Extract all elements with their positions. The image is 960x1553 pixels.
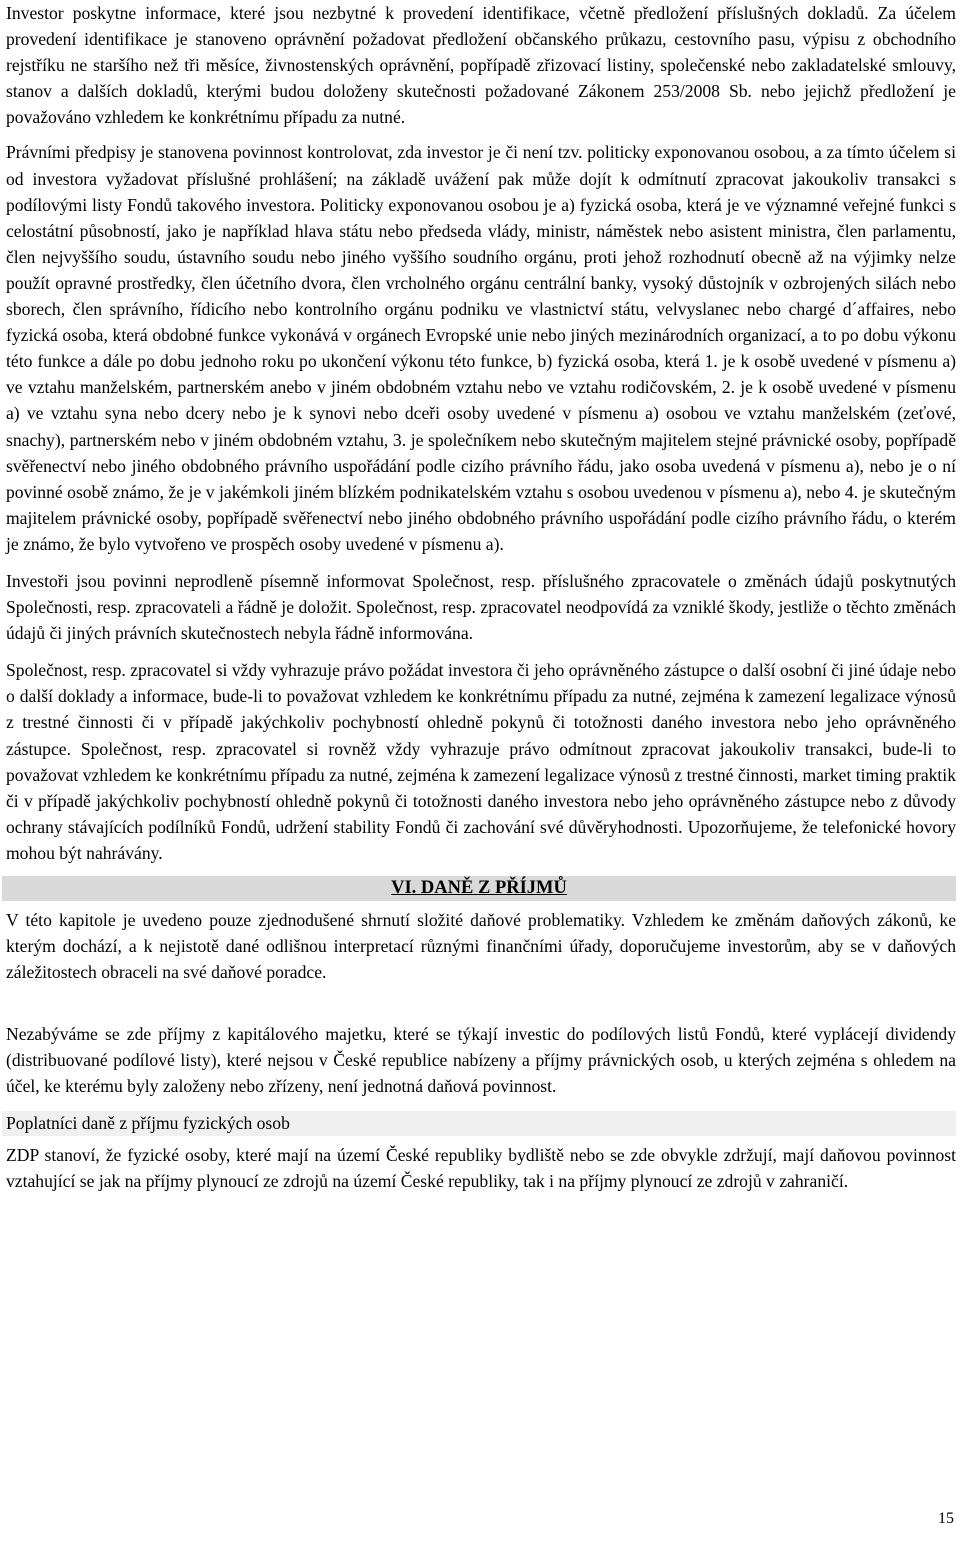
paragraph-investor-obligations: Investoři jsou povinni neprodleně písemně informovat Společnost, resp. příslušného zpracovatele o změnách údajů poskytnutých Společnosti, resp. zpracovateli a řádně je doložit. Společnost, resp. zpracovatel neodpovídá za vzniklé škody, jestliže o těchto změnách údajů či jiných právních skutečnostech nebyla řádně informována. [6,570,956,644]
paragraph-politically-exposed: Právními předpisy je stanovena povinnost kontrolovat, zda investor je či není tzv. politicky exponovanou osobou, a za tímto účelem si od investora vyžadovat příslušné prohlášení; na základě uvážení pak může dojít k odmítnutí zpracovat jakoukoliv transakci s podílovými listy Fondů takového investora. Politicky exponovanou osobou je a) fyzická osoba, která je ve významné veřejné funkci s celostátní působností, jako je například hlava státu nebo předseda vlády, ministr, náměstek nebo asistent ministra, člen parlamentu, člen nejvyššího soudu, ústavního soudu nebo jiného vyššího soudního orgánu, proti jehož rozhodnutí obecně až na výjimky nelze použít opravné prostředky, člen účetního dvora, člen vrcholného orgánu centrální banky, vysoký důstojník v ozbrojených silách nebo sborech, člen správního, řídicího nebo kontrolního orgánu podniku ve vlastnictví státu, velvyslanec nebo chargé d´affaires, nebo fyzická osoba, která obdobné funkce vykonává v orgánech Evropské unie nebo jiných mezinárodních organizací, a to po dobu výkonu této funkce a dále po dobu jednoho roku po ukončení výkonu této funkce, b) fyzická osoba, která 1. je k osobě uvedené v písmenu a) ve vztahu manželském, partnerském anebo v jiném obdobném vztahu nebo ve vztahu rodičovském, 2. je k osobě uvedené v písmenu a) ve vztahu syna nebo dcery nebo je k synovi nebo dceři osoby uvedené v písmenu a) osobou ve vztahu manželském (zeťové, snachy), partnerském nebo v jiném obdobném vztahu, 3. je společníkem nebo skutečným majitelem stejné právnické osoby, popřípadě svěřenectví nebo jiného obdobného právního uspořádání podle cizího právního řádu, jako osoba uvedená v písmenu a), nebo je o ní povinné osobě známo, že je v jakémkoli jiném blízkém podnikatelském vztahu s osobou uvedenou v písmenu a), nebo 4. je skutečným majitelem právnické osoby, popřípadě svěřenectví nebo jiného obdobného právního uspořádání podle cizího právního řádu, o kterém je známo, že bylo vytvořeno ve prospěch osoby uvedené v písmenu a). [6,142,956,554]
page-number: 15 [938,1510,954,1527]
section-heading-bar [2,876,956,901]
document-page [6,0,956,1194]
section-title: VI. DANĚ Z PŘÍJMŮ [391,878,567,898]
paragraph-company-rights: Společnost, resp. zpracovatel si vždy vyhrazuje právo požádat investora či jeho oprávněného zástupce o další osobní či jiné údaje nebo o další doklady a informace, bude-li to považovat vzhledem ke konkrétnímu případu za nutné, zejména k zamezení legalizace výnosů z trestné činnosti či v případě jakýchkoliv pochybností ohledně pokynů či totožnosti daného investora nebo jeho oprávněného zástupce. Společnost, resp. zpracovatel si rovněž vždy vyhrazuje právo odmítnout zpracovat jakoukoliv transakci, bude-li to považovat vzhledem ke konkrétnímu případu za nutné, zejména k zamezení legalizace výnosů z trestné činnosti, market timing praktik či v případě jakýchkoliv pochybností ohledně pokynů či totožnosti daného investora nebo jeho oprávněného zástupce nebo z důvody ochrany stávajících podílníků Fondů, udržení stability Fondů či zachování své důvěryhodnosti. Upozorňujeme, že telefonické hovory mohou být nahrávány. [6,660,956,863]
subheading-bar [2,1111,956,1136]
paragraph-tax-scope: Nezabýváme se zde příjmy z kapitálového majetku, které se týkají investic do podílových listů Fondů, které vyplácejí dividendy (distribuované podílové listy), které nejsou v České republice nabízeny a příjmy právnických osob, u kterých zejména s ohledem na účel, ke kterému byly založeny nebo zřízeny, není jednotná daňová povinnost. [6,1024,956,1097]
paragraph-tax-intro: V této kapitole je uvedeno pouze zjednodušené shrnutí složité daňové problematiky. Vzhledem ke změnám daňových zákonů, ke kterým dochází, a k nejistotě dané odlišnou interpretací různými finančními úřady, doporučujeme investorům, aby se v daňových záležitostech obraceli na své daňové poradce. [6,910,956,983]
subheading: Poplatníci daně z příjmu fyzických osob [6,1112,290,1133]
paragraph-zdp: ZDP stanoví, že fyzické osoby, které mají na území České republiky bydliště nebo se zde obvykle zdržují, mají daňovou povinnost vztahující se jak na příjmy plynoucí ze zdrojů na území České republiky, tak i na příjmy plynoucí ze zdrojů v zahraničí. [6,1144,956,1191]
paragraph-identification: Investor poskytne informace, které jsou nezbytné k provedení identifikace, včetně předložení příslušných dokladů. Za účelem provedení identifikace je stanoveno oprávnění požadovat předložení občanského průkazu, cestovního pasu, výpisu z obchodního rejstříku ne staršího než tři měsíce, živnostenských oprávnění, popřípadě zřizovací listiny, společenské nebo zakladatelské smlouvy, stanov a dalších dokladů, kterými budou doloženy skutečnosti požadované Zákonem 253/2008 Sb. nebo jejichž předložení je považováno vzhledem ke konkrétnímu případu za nutné. [6,3,956,128]
